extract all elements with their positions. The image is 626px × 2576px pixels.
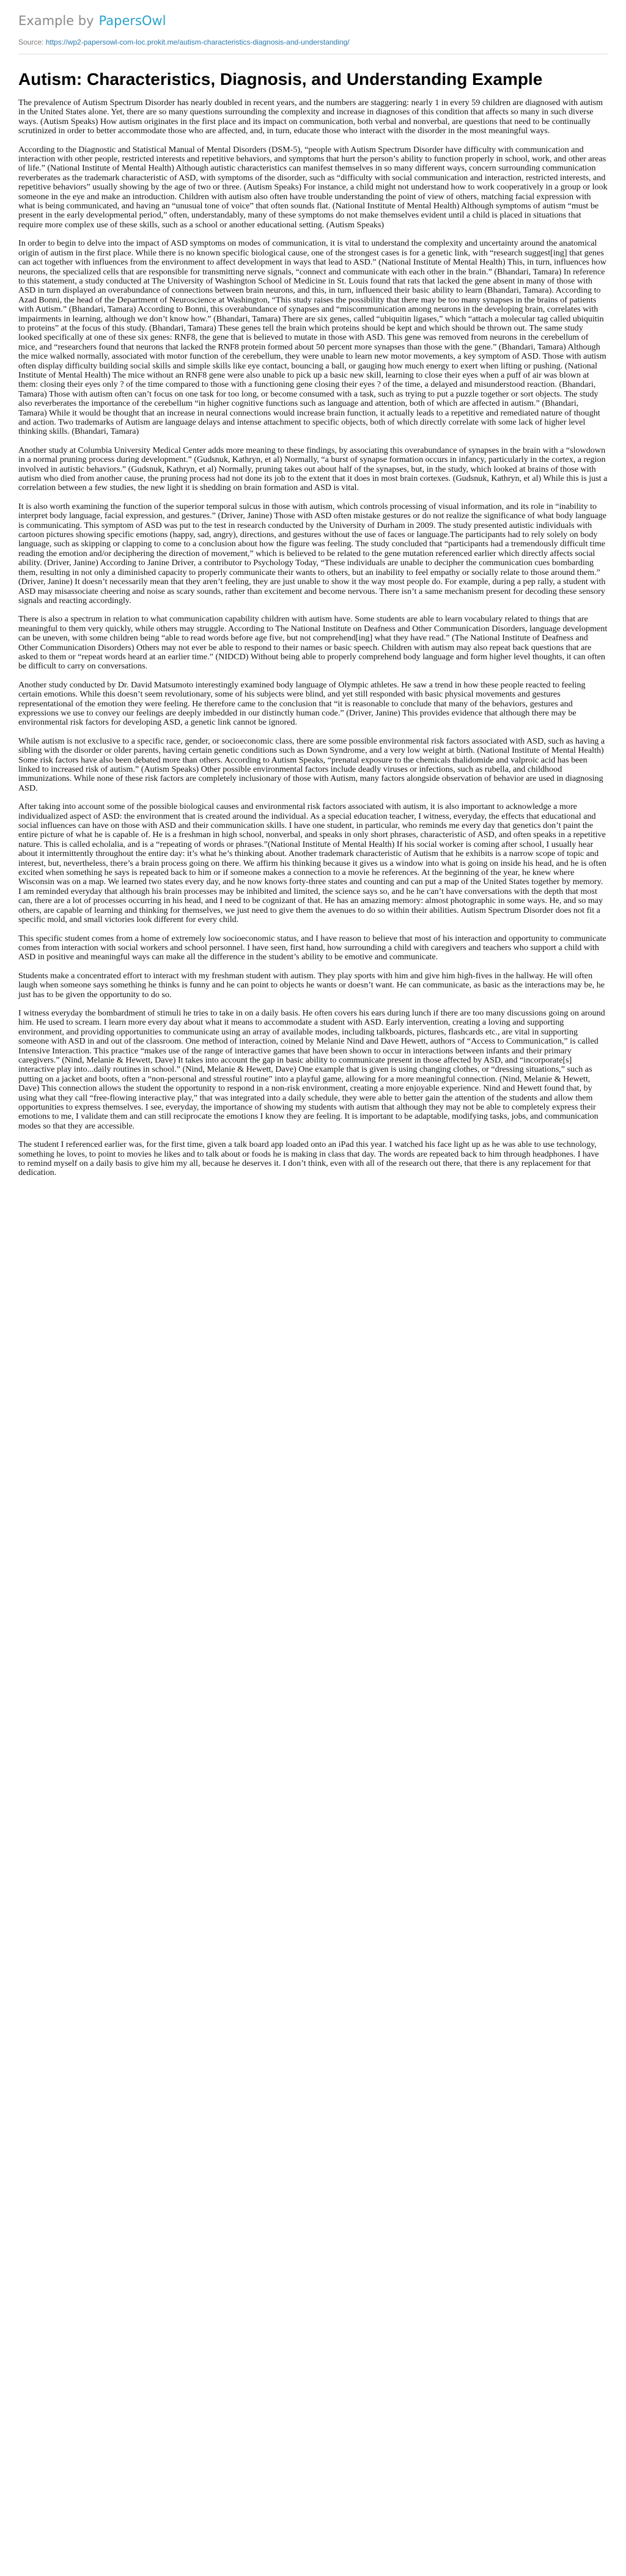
header-prefix: Example by: [18, 13, 94, 28]
paragraph: In order to begin to delve into the impact of ASD symptoms on modes of communication, it is vital to understand the complexity and uncertainty around the anatomical origin of autism in the first place. While there is no known specific biological cause, one of the strongest cases is for a genetic link, with “research suggest[ing] that genes can act together with influences from the environment to affect development in ways that lead to ASD.” (National Institute of Mental Health) This, in turn, influences how neurons, the specialized cells that are responsible for transmitting nerve signals, “connect and communicate with each other in the brain.” (Bhandari, Tamara) In reference to this statement, a study conducted at The University of Washington School of Medicine in St. Louis found that rats that lacked the gene absent in many of those with ASD in turn displayed an overabundance of connections between brain neurons, and this, in turn, influenced their basic ability to learn (Bhandari, Tamara). According to Azad Bonni, the head of the Department of Neuroscience at Washington, “This study raises the possibility that there may be too many synapses in the brains of patients with Autism.” (Bhandari, Tamara) According to Bonni, this overabundance of synapses and “miscommunication among neurons in the developing brain, correlates with impairments in learning, although we don’t know how.” (Bhandari, Tamara) There are six genes, called “ubiquitin ligases,” which “attach a molecular tag called ubiquitin to proteins” at the focus of this study. (Bhandari, Tamara) These genes tell the brain which proteins should be kept and which should be thrown out. The same study looked specifically at one of these six genes: RNF8, the gene that is believed to mutate in those with ASD. This gene was removed from neurons in the cerebellum of mice, and “researchers found that neurons that lacked the RNF8 protein formed about 50 percent more synapses than those with the gene.” (Bhandari, Tamara) Although the mice walked normally, associated with motor function of the cerebellum, they were unable to learn new motor movements, a key symptom of ASD. Those with autism often display difficulty building social skills and simple skills like eye contact, bouncing a ball, or gauging how much energy to exert when lifting or pushing. (National Institute of Mental Health) The mice without an RNF8 gene were also unable to pick up a basic new skill, learning to close their eyes when a puff of air was blown at them: closing their eyes only ? of the time compared to those with a functioning gene closing their eyes ? of the time, a delayed and misunderstood reaction. (Bhandari, Tamara) Those with autism often can’t focus on one task for too long, or become consumed with a task, such as trying to put a puzzle together or sort objects. The study also reverberates the importance of the cerebellum “in higher cognitive functions such as language and attention, both of which are affected in autism.” (Bhandari, Tamara) While it would be thought that an increase in neural connections would increase brain function, it actually leads to a repetitive and remediated nature of thought and action. Two trademarks of Autism are language delays and intense attachment to specific objects, both of which directly correlate with some lack of higher level thinking skills. (Bhandari, Tamara): [18, 238, 606, 437]
source-link[interactable]: https://wp2-papersowl-com-loc.prokit.me/autism-characteristics-diagnosis-and-understanding/: [45, 38, 350, 46]
paragraph: While autism is not exclusive to a specific race, gender, or socioeconomic class, there are some possible environmental risk factors associated with ASD, such as having a sibling with the disorder or older parents, having certain genetic conditions such as Down Syndrome, and a very low weight at birth. (National Institute of Mental Health) Some risk factors have also been debated more than others. According to Autism Speaks, “prenatal exposure to the chemicals thalidomide and valproic acid has been linked to increased risk of autism.” (Autism Speaks) Other possible environmental factors include deadly viruses or infections, such as rubella, and childhood immunizations. While none of these risk factors are completely inclusionary of those with Autism, many factors alongside observation of behavior are used in diagnosing ASD.: [18, 736, 605, 793]
site-header: [18, 13, 608, 32]
source-label: Source:: [18, 38, 44, 46]
paragraph: Another study at Columbia University Medical Center adds more meaning to these findings, by associating this overabundance of synapses in the brain with a “slowdown in a normal pruning process during development.” (Gudsnuk, Kathryn, et al) Normally, “a burst of synapse formation occurs in infancy, particularly in the cortex, a region involved in autistic behaviors.” (Gudsnuk, Kathryn, et al) Normally, pruning takes out about half of the synapses, but, in the study, which looked at brains of those with autism who died from another cause, the pruning process had not done its job to the extent that it does in most brain cortexes. (Gudsnuk, Kathryn, et al) While this is just a correlation between a few studies, the new light it is shedding on brain formation and ASD is vital.: [18, 445, 608, 493]
source-line: [18, 38, 608, 54]
paragraph: According to the Diagnostic and Statistical Manual of Mental Disorders (DSM-5), “people with Autism Spectrum Disorder have difficulty with communication and interaction with other people, restricted interests and repetitive behaviors, and symptoms that hurt the person’s ability to function properly in school, work, and other areas of life.” (National Institute of Mental Health) Although autistic characteristics can manifest themselves in so many different ways, concern surrounding communication reverberates as the trademark characteristic of ASD, with symptoms of the disorder, such as “difficulty with social communication and interaction, restricted interests, and repetitive behaviors” usually showing by the age of two or three. (Autism Speaks) For instance, a child might not understand how to work cooperatively in a group or look someone in the eye and make an introduction. Children with autism also often have trouble understanding the point of view of others, matching facial expression with what is being communicated, and having an “unusual tone of voice” that often sounds flat. (National Institute of Mental Health) Although symptoms of autism “must be present in the early developmental period,” often, understandably, many of these symptoms do not make themselves evident until a child is placed in situations that require more complex use of these skills, such as a school or another educational setting. (Autism Speaks): [18, 144, 608, 230]
paragraph: After taking into account some of the possible biological causes and environmental risk factors associated with autism, it is also important to acknowledge a more individualized aspect of ASD: the environment that is created around the individual. As a special education teacher, I witness, everyday, the effects that educational and social influences can have on those with ASD and their communication skills. I have one student, in particular, who reminds me every day that genetics don’t paint the entire picture of what he is capable of. He is a freshman in high school, nonverbal, and speaks in only short phrases, characteristic of ASD, and often speaks in a repetitive nature. This is called echolalia, and is a “repeating of words or phrases.”(National Institute of Mental Health) If his social worker is coming after school, I usually hear about it intermittently throughout the entire day: it’s what he’s thinking about. Another trademark characteristic of Autism that he exhibits is a narrow scope of topic and interest, but, nevertheless, there’s a brain process going on there. We affirm his thinking because it gives us a window into what is going on inside his head, and he is often excited when something he says is repeated back to him or if someone makes a connection to a movie he references. At the beginning of the year, he knew where Wisconsin was on a map. We learned two states every day, and he now knows forty-three states and counting and can put a map of the United States together by memory. I am reminded everyday that although his brain processes may be inhibited and limited, the science says so, and he he can’t have conversations with the depth that most can, there are a lot of processes occurring in his head, and I need to be cognizant of that. He has an amazing memory: almost photographic in some ways. He, and so may others, are capable of learning and thinking for themselves, we just need to give them the avenues to do so within their abilities. Autism Spectrum Disorder does not fit a specific mold, and small victories look different for every child.: [18, 802, 606, 925]
paragraph: I witness everyday the bombardment of stimuli he tries to take in on a daily basis. He often covers his ears during lunch if there are too many discussions going on around him. He used to scream. I learn more every day about what it means to accommodate a student with ASD. Early intervention, creating a loving and supporting environment, and providing opportunities to communicate using an array of available modes, including talkboards, pictures, flashcards etc., are vital in supporting someone with ASD in and out of the classroom. One method of interaction, coined by Melanie Nind and Dave Hewett, authors of “Access to Communication,” is called Intensive Interaction. This practice “makes use of the range of interactive games that have been shown to occur in interactions between infants and their primary caregivers.” (Nind, Melanie & Hewett, Dave) It takes into account the gap in basic ability to communicate present in those affected by ASD, and “incorporate[s] interactive play into...daily routines in school.” (Nind, Melanie & Hewett, Dave) One example that is given is using changing clothes, or “dressing situations,” such as putting on a jacket and boots, often a “non-personal and stressful routine” into a playful game, allowing for a more meaningful connection. (Nind, Melanie & Hewett, Dave) This connection allows the student the opportunity to respond in a non-risk environment, creating a more enjoyable experience. Nind and Hewett found that, by using what they call “free-flowing interactive play,” that was integrated into a daily schedule, they were able to better gain the attention of the students and allow them opportunities to express themselves. I see, everyday, the importance of showing my students with autism that although they may not be able to completely express their emotions to me, I validate them and can still reciprocate the emotions I know they are feeling. It is important to be adaptable, modifying tasks, jobs, and communication modes so that they are accessible.: [18, 1008, 605, 1131]
paragraph: There is also a spectrum in relation to what communication capability children with autism have. Some students are able to learn vocabulary related to things that are meaningful to them very quickly, while others may struggle. According to The National Institute on Deafness and Other Communication Disorders, language development can be uneven, with some children being “able to read words before age five, but not comprehend[ing] what they have read.” (The National Institute of Deafness and Other Communication Disorders) Others may not ever be able to respond to their names or basic speech. Children with autism may also repeat back questions that are asked to them or “repeat words heard at an earlier time.” (NIDCD) Without being able to properly comprehend body language and form higher level thoughts, it can often be difficult to carry on conversations.: [18, 614, 608, 671]
paragraph: It is also worth examining the function of the superior temporal sulcus in those with autism, which controls processing of visual information, and its role in “inability to interpret body language, facial expression, and gestures.” (Driver, Janine) Those with ASD often mistake gestures or do not realize the significance of what body language is communicating. This symptom of ASD was put to the test in research conducted by the University of Durham in 2009. The study presented autistic individuals with cartoon pictures showing specific emotions (happy, sad, angry), directions, and gestures without the use of faces or language.The participants had to rely solely on body language, such as skipping or clapping to come to a conclusion about how the figure was feeling. The study concluded that “participants had a tremendously difficult time reading the emotion and/or deciphering the direction of movement,” which is believed to be related to the gene mutation referenced earlier which directly affects social ability. (Driver, Janine) According to Janine Driver, a contributor to Psychology Today, “These individuals are unable to decipher the communication cues bombarding them, resulting in not only a diminished capacity to properly communicate their wants to others, but an inability to feel empathy or socially relate to those around them.” (Driver, Janine) It doesn’t necessarily mean that they aren’t feeling, they are just unable to show it the way most people do. For example, during a pep rally, a student with ASD may misassociate cheering and noise as scary sounds, rather than excitement and become nervous. There isn’t a same mechanism present for decoding these sensory signals and reacting accordingly.: [18, 501, 606, 606]
paragraph: The prevalence of Autism Spectrum Disorder has nearly doubled in recent years, and the numbers are staggering: nearly 1 in every 59 children are diagnosed with autism in the United States alone. Yet, there are so many questions surrounding the complexity and increase in diagnoses of this condition that affects so many in such diverse ways. (Autism Speaks) How autism originates in the first place and its impact on communication, both verbal and nonverbal, are questions that need to be continually scrutinized in order to better accommodate those who are affected, and, in turn, educate those who interact with the disorder in the most meaningful ways.: [18, 98, 603, 136]
paragraph: Students make a concentrated effort to interact with my freshman student with autism. They play sports with him and give him high-fives in the hallway. He will often laugh when someone says something he thinks is funny and he can point to objects he wants or doesn’t want. He can communicate, as basic as the interactions may be, he just has to be given the opportunity to do so.: [18, 970, 605, 1000]
paragraph: Another study conducted by Dr. David Matsumoto interestingly examined body language of Olympic athletes. He saw a trend in how these people reacted to feeling certain emotions. While this doesn’t seem revolutionary, some of his subjects were blind, and yet still responded with basic physical movements and gestures representational of the emotion they were feeling. He therefore came to the conclusion that “it is reasonable to conclude that many of the behaviors, gestures and expressions we use to convey our feelings are deeply imbedded in our distinctly human code.” (Driver, Janine) This provides evidence that although there may be environmental risk factors for developing ASD, a genetic link cannot be ignored.: [18, 679, 586, 728]
brand-logo-text[interactable]: PapersOwl: [98, 13, 166, 28]
document-title: Autism: Characteristics, Diagnosis, and Understanding Example: [18, 70, 543, 89]
document-body: [18, 98, 608, 1178]
paragraph: The student I referenced earlier was, for the first time, given a talk board app loaded onto an iPad this year. I watched his face light up as he was able to use technology, something he loves, to point to movies he likes and to talk about or foods he is making in class that day. The words are repeated back to him through headphones. I have to remind myself on a daily basis to give him my all, because he deserves it. I don’t think, even with all of the research out there, that there is any replacement for that dedication.: [18, 1140, 599, 1178]
paragraph: This specific student comes from a home of extremely low socioeconomic status, and I have reason to believe that most of his interaction and opportunity to communicate comes from interaction with social workers and school personnel. I have seen, first hand, how surrounding a child with caregivers and teachers who support a child with ASD in positive and meaningful ways can make all the difference in the student’s ability to be emotive and communicate.: [18, 933, 606, 962]
